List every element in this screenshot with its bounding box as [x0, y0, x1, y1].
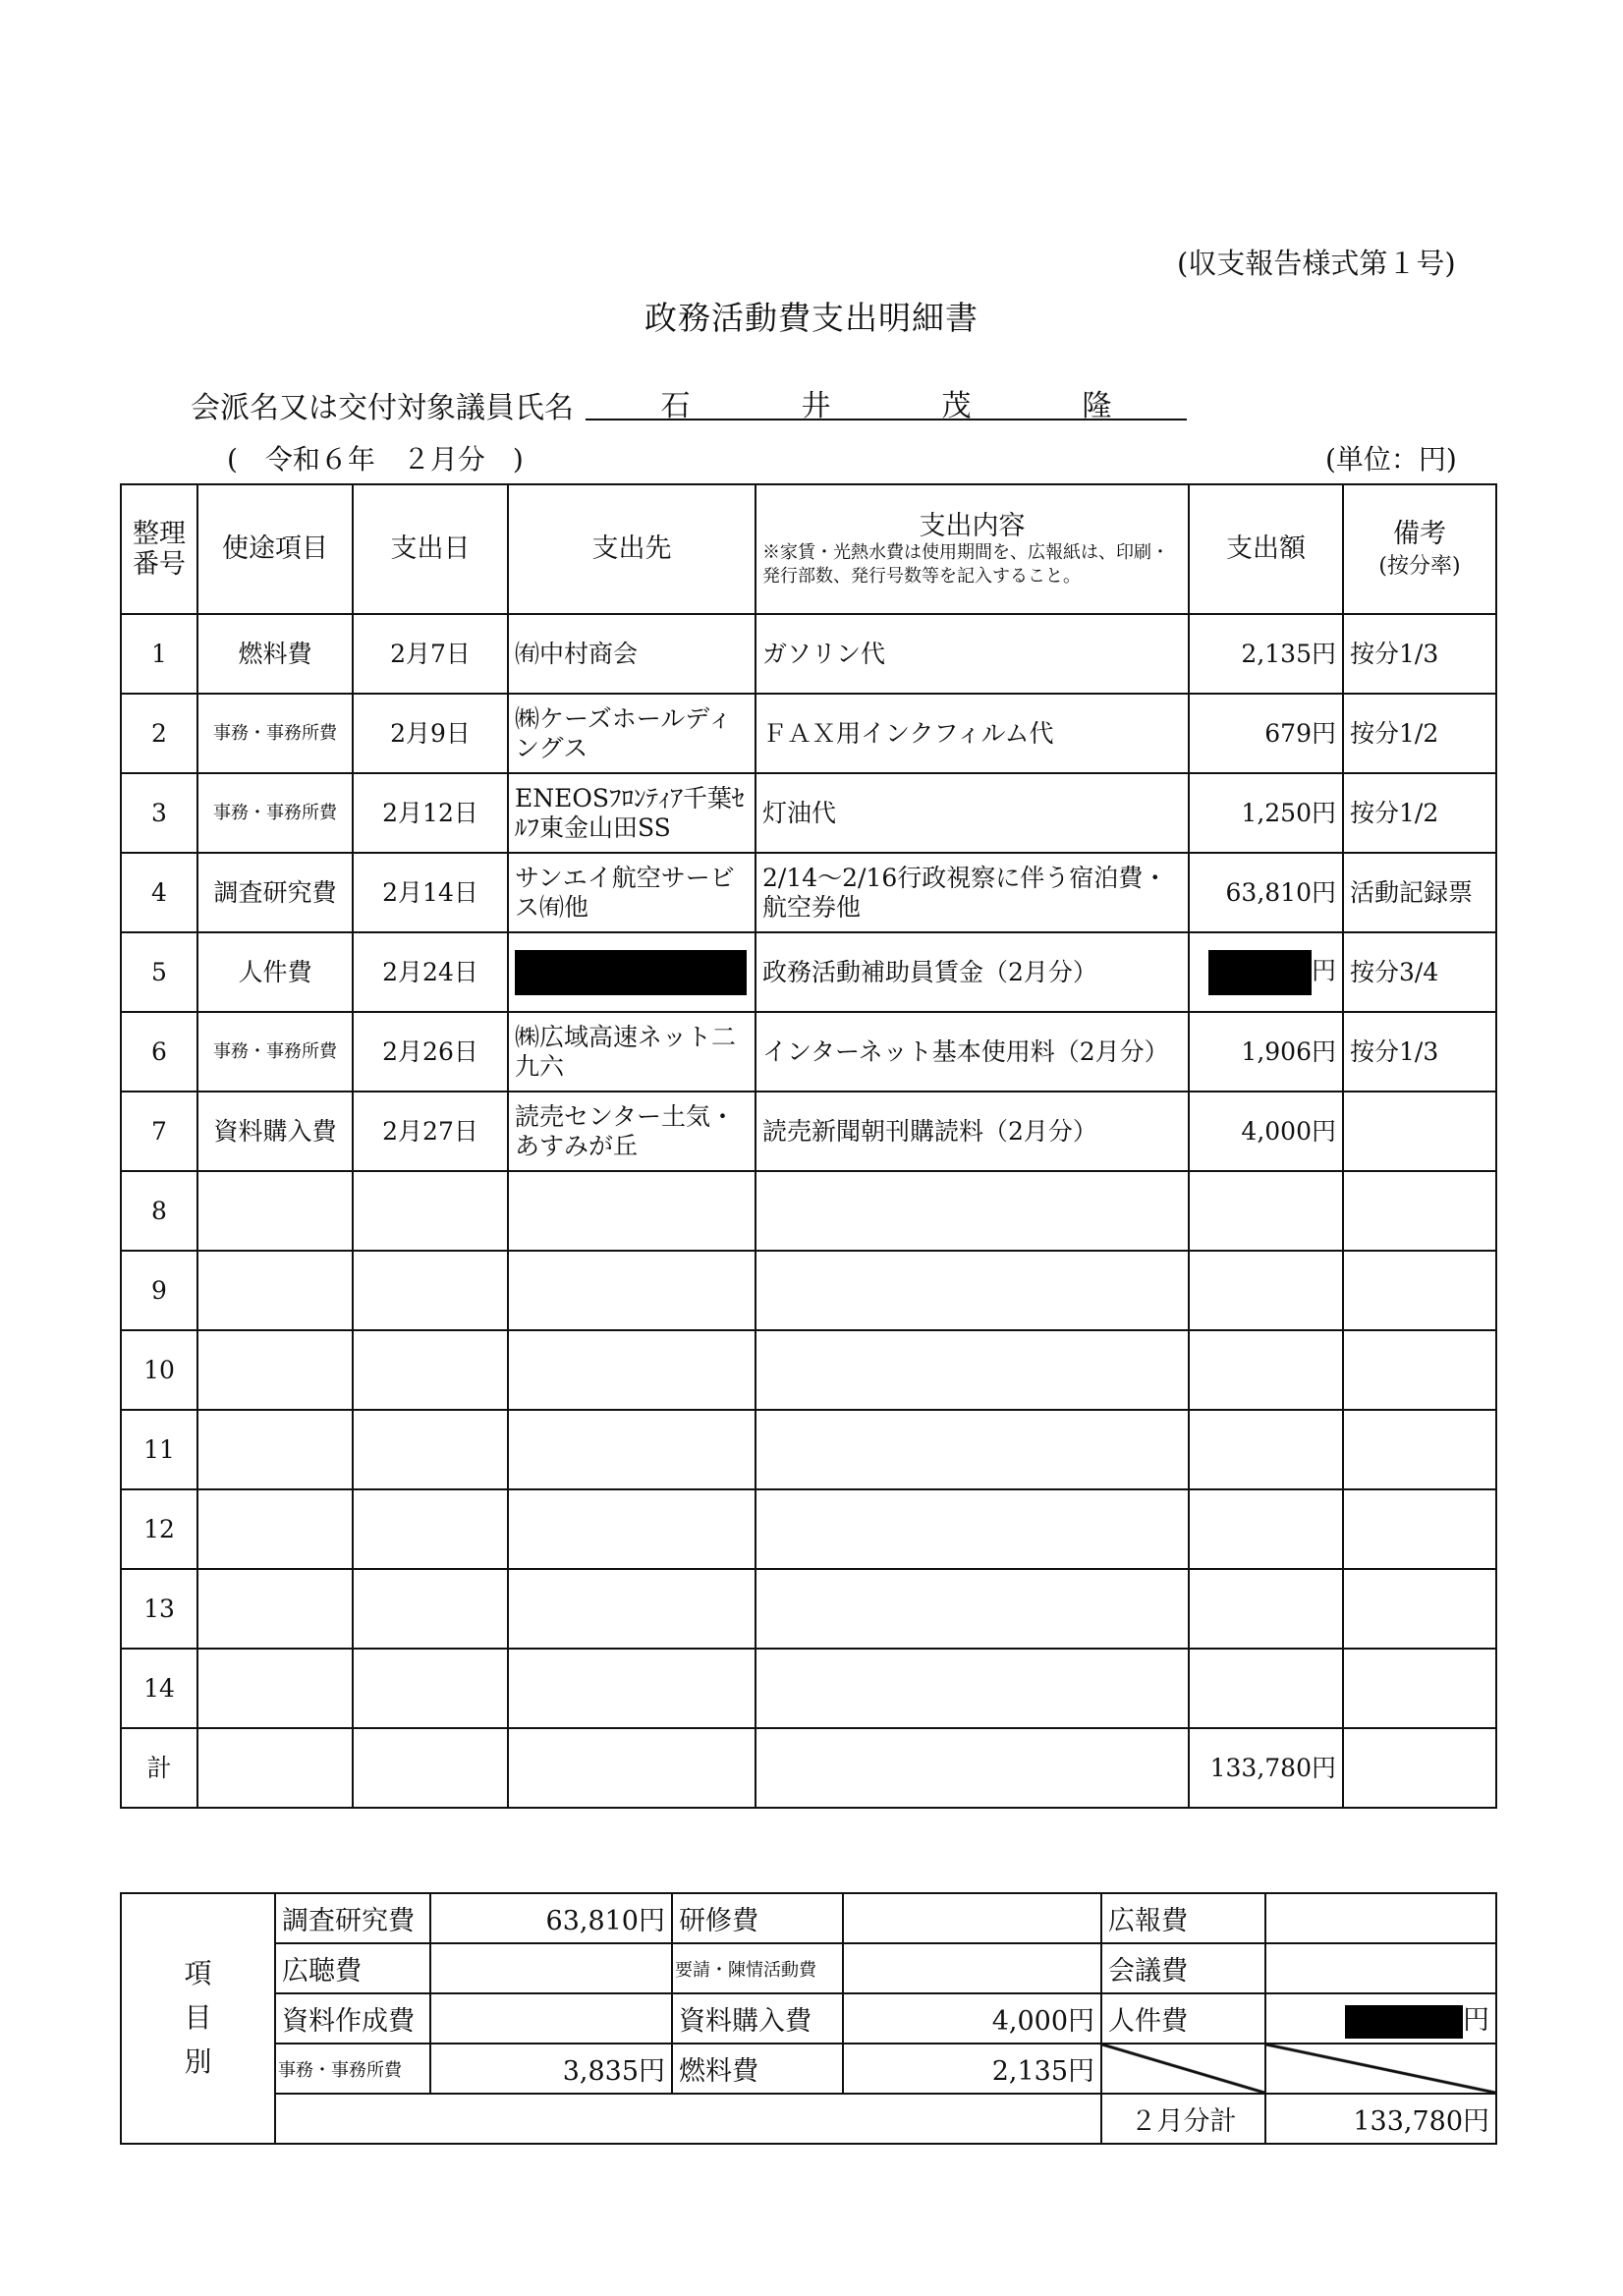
month-total-amount: 133,780円 [1265, 2094, 1496, 2144]
summary-label: 要請・陳情活動費 [672, 1943, 843, 1993]
reporting-period: ( 令和６年 ２月分 ) [227, 443, 524, 476]
row-category [197, 1649, 353, 1728]
row-content [756, 1251, 1189, 1330]
row-content [756, 1649, 1189, 1728]
row-date: 2月12日 [353, 773, 508, 853]
redaction-block [1345, 2005, 1463, 2039]
row-category: 調査研究費 [197, 853, 353, 932]
summary-amount-unit: 円 [1463, 2005, 1489, 2037]
row-amount [1189, 1410, 1343, 1489]
row-number: 7 [121, 1092, 197, 1171]
row-amount: 63,810円 [1189, 853, 1343, 932]
row-remarks [1343, 1171, 1496, 1251]
summary-side-label-text: 項目別 [184, 1957, 212, 2078]
summary-amount: 4,000円 [843, 1993, 1101, 2044]
row-content: 灯油代 [756, 773, 1189, 853]
form-number: (収支報告様式第１号) [1177, 247, 1456, 280]
total-blank-cell [353, 1728, 508, 1808]
row-content: ＦＡＸ用インクフィルム代 [756, 694, 1189, 773]
table-row [121, 1330, 1496, 1410]
row-category [197, 1410, 353, 1489]
row-number: 10 [121, 1330, 197, 1410]
table-row [121, 1251, 1496, 1330]
row-number: 1 [121, 614, 197, 694]
row-payee [508, 1251, 756, 1330]
table-header-row [121, 484, 1496, 614]
row-number: 11 [121, 1410, 197, 1489]
row-remarks [1343, 1649, 1496, 1728]
member-name-char: 井 [801, 389, 831, 423]
summary-amount [430, 1993, 672, 2044]
summary-label: 資料作成費 [275, 1993, 430, 2044]
table-row [121, 1649, 1496, 1728]
summary-row [121, 1893, 1496, 1943]
table-row [121, 1171, 1496, 1251]
diagonal-strike-cell [1265, 2044, 1496, 2094]
row-payee [508, 932, 756, 1012]
amount-unit: 円 [1311, 956, 1336, 984]
table-row [121, 1410, 1496, 1489]
header-category: 使途項目 [197, 484, 353, 614]
row-category: 人件費 [197, 932, 353, 1012]
summary-label: 会議費 [1101, 1943, 1265, 1993]
total-blank-cell [197, 1728, 353, 1808]
header-date: 支出日 [353, 484, 508, 614]
header-content-note: ※家賃・光熱水費は使用期間を、広報紙は、印刷・発行部数、発行号数等を記入すること。 [762, 542, 1169, 587]
summary-total-row [121, 2094, 1496, 2144]
row-amount [1189, 1569, 1343, 1649]
table-total-row [121, 1728, 1496, 1808]
member-name-char: 茂 [941, 389, 972, 423]
row-payee [508, 1649, 756, 1728]
table-row [121, 1489, 1496, 1569]
summary-label: 研修費 [672, 1893, 843, 1943]
row-date: 2月9日 [353, 694, 508, 773]
row-date: 2月27日 [353, 1092, 508, 1171]
summary-amount [1265, 1943, 1496, 1993]
row-date: 2月7日 [353, 614, 508, 694]
total-blank-cell [508, 1728, 756, 1808]
table-row [121, 694, 1496, 773]
row-content: 2/14～2/16行政視察に伴う宿泊費・航空券他 [756, 853, 1189, 932]
table-row [121, 1569, 1496, 1649]
header-amount: 支出額 [1189, 484, 1343, 614]
row-remarks: 按分3/4 [1343, 932, 1496, 1012]
row-payee: ㈲中村商会 [508, 614, 756, 694]
row-date [353, 1649, 508, 1728]
summary-label: 事務・事務所費 [275, 2044, 430, 2094]
row-remarks: 按分1/2 [1343, 773, 1496, 853]
table-row [121, 1092, 1496, 1171]
row-payee [508, 1410, 756, 1489]
row-payee: 読売センター土気・あすみが丘 [508, 1092, 756, 1171]
row-payee: サンエイ航空サービス㈲他 [508, 853, 756, 932]
member-name-char: 隆 [1082, 389, 1112, 423]
row-category: 事務・事務所費 [197, 694, 353, 773]
row-content [756, 1569, 1189, 1649]
row-amount [1189, 932, 1343, 1012]
row-amount [1189, 1489, 1343, 1569]
row-remarks: 按分1/2 [1343, 694, 1496, 773]
row-category [197, 1251, 353, 1330]
row-amount: 679円 [1189, 694, 1343, 773]
row-payee [508, 1330, 756, 1410]
row-payee: ENEOSﾌﾛﾝﾃｨｱ千葉ｾﾙﾌ東金山田SS [508, 773, 756, 853]
document-title: 政務活動費支出明細書 [644, 299, 979, 337]
table-row [121, 773, 1496, 853]
redaction-block [515, 950, 747, 995]
row-number: 13 [121, 1569, 197, 1649]
row-category: 燃料費 [197, 614, 353, 694]
row-date [353, 1330, 508, 1410]
summary-amount: 63,810円 [430, 1893, 672, 1943]
row-category: 事務・事務所費 [197, 1012, 353, 1092]
row-category [197, 1330, 353, 1410]
summary-amount [843, 1893, 1101, 1943]
row-remarks: 按分1/3 [1343, 1012, 1496, 1092]
row-category [197, 1489, 353, 1569]
row-amount: 1,906円 [1189, 1012, 1343, 1092]
row-content: 読売新聞朝刊購読料（2月分） [756, 1092, 1189, 1171]
row-amount [1189, 1330, 1343, 1410]
summary-side-label [121, 1893, 275, 2144]
row-date [353, 1251, 508, 1330]
summary-amount: 3,835円 [430, 2044, 672, 2094]
row-payee [508, 1569, 756, 1649]
row-content [756, 1410, 1189, 1489]
row-category [197, 1569, 353, 1649]
table-row [121, 853, 1496, 932]
row-date: 2月24日 [353, 932, 508, 1012]
expense-table [120, 483, 1497, 1809]
summary-amount [843, 1943, 1101, 1993]
header-content [756, 484, 1189, 614]
summary-row [121, 2044, 1496, 2094]
row-category: 資料購入費 [197, 1092, 353, 1171]
row-content: インターネット基本使用料（2月分） [756, 1012, 1189, 1092]
row-date [353, 1569, 508, 1649]
row-payee: ㈱ケーズホールディングス [508, 694, 756, 773]
summary-amount: 2,135円 [843, 2044, 1101, 2094]
row-content [756, 1171, 1189, 1251]
total-blank-cell [1343, 1728, 1496, 1808]
member-label: 会派名又は交付対象議員氏名 [191, 391, 574, 425]
header-content-label: 支出内容 [919, 511, 1026, 542]
summary-amount [430, 1943, 672, 1993]
header-remarks-sub: (按分率) [1378, 554, 1461, 579]
row-date: 2月26日 [353, 1012, 508, 1092]
row-remarks: 活動記録票 [1343, 853, 1496, 932]
row-payee [508, 1171, 756, 1251]
summary-row [121, 1943, 1496, 1993]
row-remarks [1343, 1569, 1496, 1649]
total-label: 計 [121, 1728, 197, 1808]
row-amount: 4,000円 [1189, 1092, 1343, 1171]
summary-blank-cell [275, 2094, 1101, 2144]
row-remarks [1343, 1489, 1496, 1569]
summary-label: 調査研究費 [275, 1893, 430, 1943]
table-row [121, 932, 1496, 1012]
row-date [353, 1489, 508, 1569]
row-number: 12 [121, 1489, 197, 1569]
summary-amount [1265, 1893, 1496, 1943]
row-remarks [1343, 1330, 1496, 1410]
header-payee: 支出先 [508, 484, 756, 614]
summary-label: 人件費 [1101, 1993, 1265, 2044]
row-date: 2月14日 [353, 853, 508, 932]
table-row [121, 614, 1496, 694]
row-number: 4 [121, 853, 197, 932]
member-name-char: 石 [660, 389, 691, 423]
header-remarks [1343, 484, 1496, 614]
month-total-label: ２月分計 [1101, 2094, 1265, 2144]
row-amount [1189, 1251, 1343, 1330]
total-blank-cell [756, 1728, 1189, 1808]
row-amount [1189, 1171, 1343, 1251]
row-number: 6 [121, 1012, 197, 1092]
row-number: 14 [121, 1649, 197, 1728]
unit-label: (単位：円) [1325, 443, 1457, 476]
row-number: 2 [121, 694, 197, 773]
row-content: 政務活動補助員賃金（2月分） [756, 932, 1189, 1012]
summary-amount-personnel [1265, 1993, 1496, 2044]
summary-label: 燃料費 [672, 2044, 843, 2094]
category-summary-table [120, 1892, 1497, 2145]
row-date [353, 1410, 508, 1489]
row-remarks [1343, 1092, 1496, 1171]
row-category [197, 1171, 353, 1251]
row-content: ガソリン代 [756, 614, 1189, 694]
row-number: 3 [121, 773, 197, 853]
row-amount [1189, 1649, 1343, 1728]
row-payee [508, 1489, 756, 1569]
summary-label: 資料購入費 [672, 1993, 843, 2044]
row-payee: ㈱広域高速ネット二九六 [508, 1012, 756, 1092]
diagonal-strike-cell [1101, 2044, 1265, 2094]
row-remarks [1343, 1410, 1496, 1489]
row-number: 8 [121, 1171, 197, 1251]
row-number: 9 [121, 1251, 197, 1330]
summary-label: 広聴費 [275, 1943, 430, 1993]
row-amount: 1,250円 [1189, 773, 1343, 853]
redaction-block [1208, 950, 1312, 995]
header-no: 整理番号 [121, 484, 197, 614]
row-remarks [1343, 1251, 1496, 1330]
row-content [756, 1489, 1189, 1569]
summary-label: 広報費 [1101, 1893, 1265, 1943]
row-category: 事務・事務所費 [197, 773, 353, 853]
row-date [353, 1171, 508, 1251]
row-content [756, 1330, 1189, 1410]
row-number: 5 [121, 932, 197, 1012]
table-row [121, 1012, 1496, 1092]
row-amount: 2,135円 [1189, 614, 1343, 694]
summary-row [121, 1993, 1496, 2044]
total-amount: 133,780円 [1189, 1728, 1343, 1808]
member-name [586, 381, 1187, 423]
header-remarks-label: 備考 [1393, 518, 1446, 549]
row-remarks: 按分1/3 [1343, 614, 1496, 694]
